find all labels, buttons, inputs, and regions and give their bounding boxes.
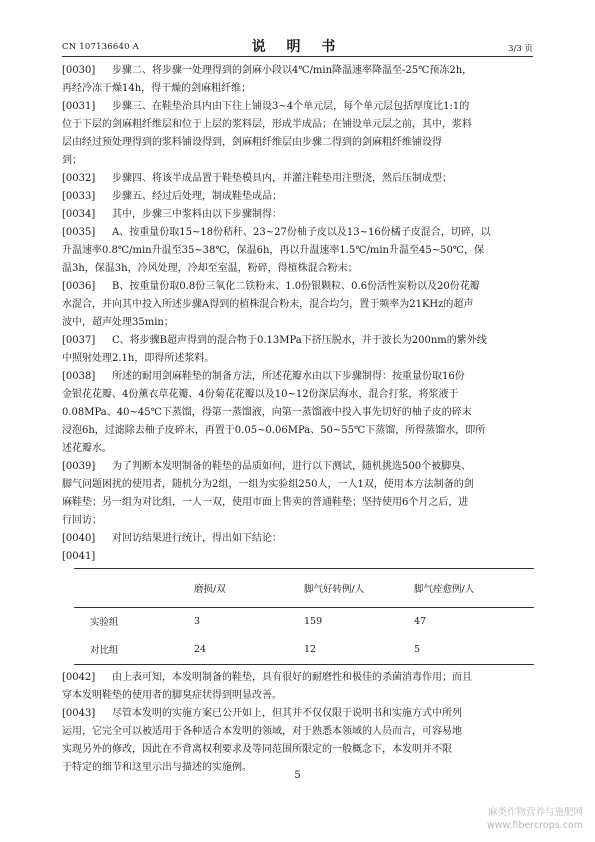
paragraph-number: [0043] (62, 708, 96, 719)
table-row (74, 634, 534, 665)
paragraph-text: 位于下层的剑麻粗纤维层和位于上层的浆料层，形成半成品；在铺设单元层之前，其中，浆料 (62, 119, 472, 130)
table-header-row (74, 569, 534, 608)
results-table-wrap (74, 568, 534, 665)
paragraph-number: [0035] (62, 227, 96, 238)
paragraph-number: [0030] (62, 65, 96, 76)
table-header-cell: 脚气好转例/人 (304, 569, 414, 608)
table-cell: 12 (304, 634, 414, 665)
paragraph-text: 步骤二、将步骤一处理得到的剑麻小段以4℃/min降温速率降温至-25℃预冻2h， (112, 65, 473, 76)
header-rule (62, 56, 533, 57)
paragraph-line (62, 260, 534, 278)
paragraph-text: 层由经过预处理得到的浆料铺设得到，剑麻粗纤维层由步骤二得到的剑麻粗纤维铺设得 (62, 137, 442, 148)
watermark-url: www.fibercrops.com (486, 820, 583, 831)
paragraph-line (62, 152, 534, 170)
paragraph-text: C、将步骤B超声得到的混合物于0.13MPa下挤压脱水，并于波长为200nm的紫外线 (112, 335, 487, 346)
paragraph-text: 行回访； (62, 515, 102, 526)
paragraph-line (62, 458, 534, 476)
paragraph-text: 浸泡6h，过滤除去柚子皮碎末，再置于0.05~0.06MPa、50~55℃下蒸馏，所得蒸馏水，即所 (62, 425, 486, 436)
paragraph-line (62, 669, 534, 687)
paragraph-text: 步骤三、在鞋垫治具内由下往上铺设3~4个单元层，每个单元层包括厚度比1:1的 (112, 101, 470, 112)
paragraph-text: 麻鞋垫；另一组为对比组，一人一双，使用市面上售卖的普通鞋垫；坚持使用6个月之后，进 (62, 497, 469, 508)
paragraph-number: [0041] (62, 551, 96, 562)
watermark-line: 麻类作物营养与施肥网 (487, 807, 583, 818)
paragraph-text: 其中，步骤三中浆料由以下步骤制得： (112, 209, 282, 220)
paragraph-number: [0037] (62, 335, 96, 346)
table-cell: 3 (194, 615, 201, 627)
paragraph-line (62, 741, 534, 759)
paragraph-text: 所述的耐用剑麻鞋垫的制备方法，所述花瓣水由以下步骤制得：按重量份取16份 (112, 371, 465, 382)
paragraph-line (62, 134, 534, 152)
paragraph-line (62, 242, 534, 260)
paragraph-number: [0033] (62, 191, 96, 202)
table-cell: 159 (304, 615, 323, 627)
paragraph-text: A、按重量份取15~18份秸秆、23~27份柚子皮以及13~16份橘子皮混合，切碎，以 (112, 227, 491, 238)
paragraph-text: 述花瓣水。 (62, 443, 112, 454)
paragraph-line (62, 368, 534, 386)
paragraph-text: 实现另外的修改，因此在不背离权利要求及等同范围所限定的一般概念下，本发明并不限 (62, 744, 452, 755)
table-cell: 5 (414, 634, 534, 665)
paragraph-text: 步骤五、经过后处理，制成鞋垫成品； (112, 191, 282, 202)
paragraph-text: 水混合，并向其中投入所述步骤A得到的植株混合粉末，混合均匀，置于频率为21KHz的超声 (62, 299, 474, 310)
table-cell: 24 (194, 634, 304, 665)
paragraph-number: [0042] (62, 672, 96, 683)
table-header-cell (74, 569, 194, 608)
table-header-cell: 磨损/双 (194, 569, 304, 608)
paragraph-line (62, 723, 534, 741)
paragraph-text: 金银花花瓣、4份薰衣草花瓣、4份菊花花瓣以及10~12份深层海水，混合打浆，将浆液于 (62, 389, 459, 400)
paragraph-line (62, 98, 534, 116)
paragraph-line (62, 116, 534, 134)
paragraph-number: [0036] (62, 281, 96, 292)
paragraph-number: [0032] (62, 173, 96, 184)
paragraph-line (62, 332, 534, 350)
paragraph-text: 中照射处理2.1h，即得所述浆料。 (62, 353, 215, 364)
paragraph-line (62, 705, 534, 723)
paragraph-line (62, 386, 534, 404)
paragraph-text: 再经冷冻干燥14h，得干燥的剑麻粗纤维； (62, 83, 252, 94)
page-header (62, 36, 533, 54)
paragraph-line (62, 404, 534, 422)
paragraph-line (62, 512, 534, 530)
watermark (487, 806, 583, 832)
paragraph-line (62, 422, 534, 440)
paragraph-line (62, 206, 534, 224)
paragraph-line (62, 687, 534, 705)
paragraph-text: 温3h，保温3h，冷风处理，冷却至室温，粉碎，得植株混合粉末； (62, 263, 358, 274)
paragraph-text: 波中，超声处理35min； (62, 317, 174, 328)
paragraph-line (62, 314, 534, 332)
paragraph-text: 尽管本发明的实施方案已公开如上，但其并不仅仅限于说明书和实施方式中所列 (112, 708, 462, 719)
paragraph-text: 为了判断本发明制备的鞋垫的品质如何，进行以下测试，随机挑选500个被脚臭、 (112, 461, 472, 472)
paragraph-line (62, 170, 534, 188)
paragraph-line (62, 80, 534, 98)
paragraph-text: B、按重量份取0.8份三氧化二铁粉末、1.0份银颗粒、0.6份活性炭粉以及20份花瓣 (112, 281, 480, 292)
paragraph-text: 0.08MPa、40~45℃下蒸馏，得第一蒸馏液，向第一蒸馏液中投入事先切好的柚子皮的碎末 (62, 407, 472, 418)
paragraph-line (62, 494, 534, 512)
paragraph-text: 穿本发明鞋垫的使用者的脚臭症状得到明显改善。 (62, 690, 282, 701)
paragraph-text: 于特定的细节和这里示出与描述的实施例。 (62, 762, 252, 773)
paragraph-line (62, 476, 534, 494)
paragraph-line (62, 188, 534, 206)
table-row (74, 608, 534, 635)
paragraph-line (62, 350, 534, 368)
paragraph-list-after (62, 669, 534, 777)
paragraph-line (62, 278, 534, 296)
paragraph-text: 步骤四、将该半成品置于鞋垫模具内，并灌注鞋垫用注塑浇，然后压制成型； (112, 173, 452, 184)
paragraph-text: 对回访结果进行统计，得出如下结论： (112, 533, 282, 544)
page-indicator: 3/3 页 (508, 44, 533, 54)
paragraph-number: [0039] (62, 461, 96, 472)
paragraph-number: [0038] (62, 371, 96, 382)
paragraph-text: 到； (62, 155, 82, 166)
table-header-cell: 脚气痊愈例/人 (414, 569, 534, 608)
document-body (62, 62, 534, 777)
table-paragraph-number (62, 548, 534, 566)
paragraph-text: 运用，它完全可以被适用于各种适合本发明的领域，对于熟悉本领域的人员而言，可容易地 (62, 726, 462, 737)
paragraph-list (62, 62, 534, 548)
doc-number: CN 107136640 A (62, 42, 139, 52)
table-cell: 实验组 (90, 617, 119, 628)
results-table (74, 568, 534, 665)
paragraph-text: 升温速率0.8℃/min升温至35~38℃，保温6h，再以升温速率1.5℃/min升温至45~50℃，保 (62, 245, 484, 256)
table-cell: 对比组 (74, 634, 194, 665)
paragraph-text: 脚气问题困扰的使用者，随机分为2组，一组为实验组250人，一人1双，使用本方法制备的剑 (62, 479, 474, 490)
paragraph-line (62, 62, 534, 80)
paragraph-line (62, 296, 534, 314)
paragraph-line (62, 530, 534, 548)
paragraph-line (62, 440, 534, 458)
paragraph-number: [0034] (62, 209, 96, 220)
page-number: 5 (294, 770, 301, 781)
paragraph-number: [0040] (62, 533, 96, 544)
paragraph-number: [0031] (62, 101, 96, 112)
doc-title: 说 明 书 (251, 39, 344, 55)
paragraph-text: 由上表可知，本发明制备的鞋垫，具有很好的耐磨性和极佳的杀菌消毒作用；而且 (112, 672, 472, 683)
paragraph-line (62, 224, 534, 242)
table-cell: 47 (414, 615, 427, 627)
